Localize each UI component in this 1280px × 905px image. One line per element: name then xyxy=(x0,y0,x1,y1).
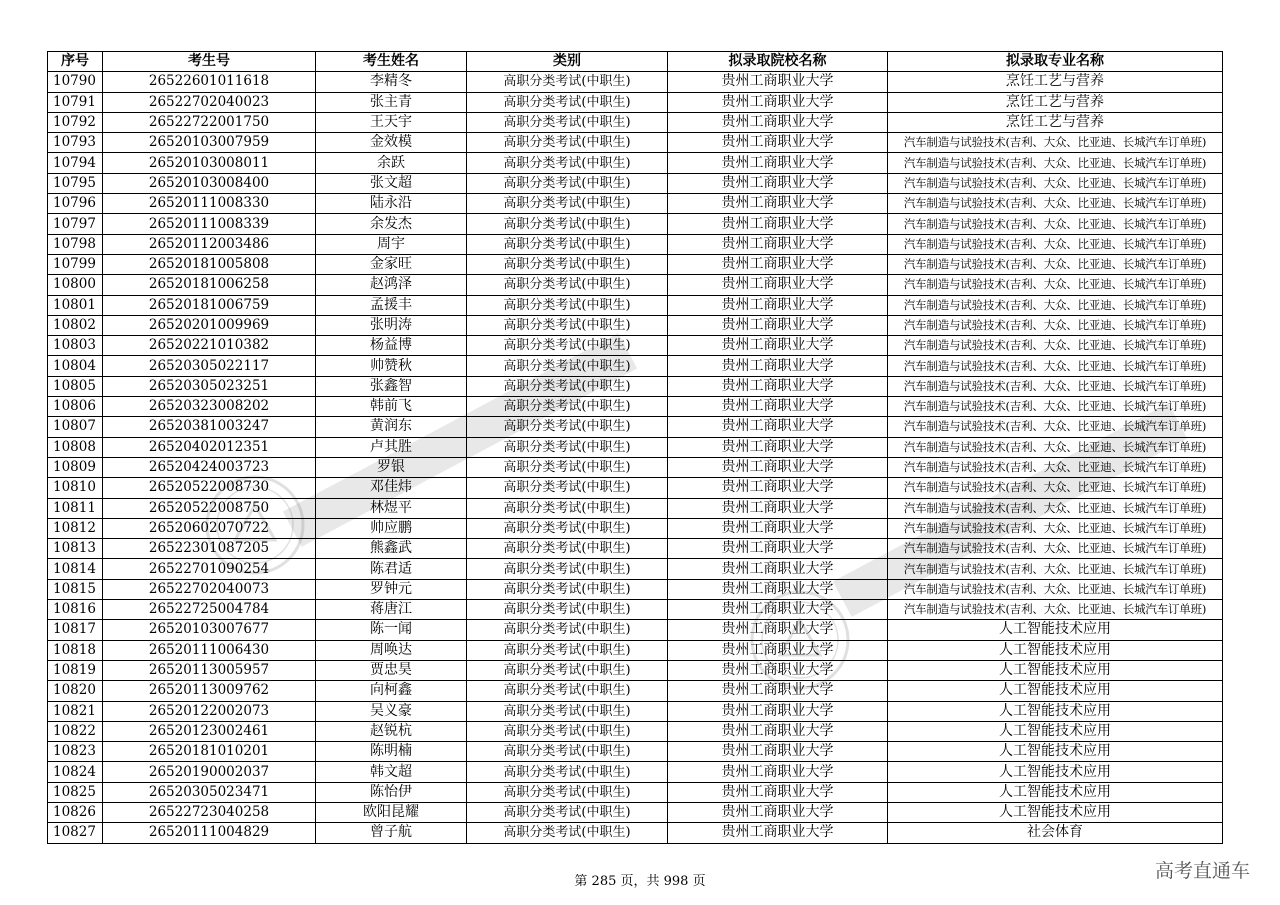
cell-name: 帅赞秋 xyxy=(316,356,467,376)
cell-school: 贵州工商职业大学 xyxy=(668,72,888,92)
cell-school: 贵州工商职业大学 xyxy=(668,498,888,518)
table-row xyxy=(48,194,1223,214)
cell-major: 人工智能技术应用 xyxy=(888,660,1223,680)
cell-seq: 10821 xyxy=(48,701,103,721)
cell-exam-id: 26520602070722 xyxy=(103,518,316,538)
cell-school: 贵州工商职业大学 xyxy=(668,721,888,741)
cell-seq: 10794 xyxy=(48,153,103,173)
cell-exam-id: 26520103008400 xyxy=(103,173,316,193)
cell-name: 王天宇 xyxy=(316,112,467,132)
cell-exam-id: 26522601011618 xyxy=(103,72,316,92)
cell-exam-id: 26520221010382 xyxy=(103,336,316,356)
table-row xyxy=(48,214,1223,234)
cell-school: 贵州工商职业大学 xyxy=(668,133,888,153)
cell-major: 汽车制造与试验技术(吉利、大众、比亚迪、长城汽车订单班) xyxy=(888,397,1223,417)
cell-category: 高职分类考试(中职生) xyxy=(467,823,668,843)
cell-exam-id: 26520305022117 xyxy=(103,356,316,376)
cell-exam-id: 26520381003247 xyxy=(103,417,316,437)
table-row xyxy=(48,518,1223,538)
cell-exam-id: 26520111004829 xyxy=(103,823,316,843)
cell-seq: 10809 xyxy=(48,457,103,477)
cell-major: 汽车制造与试验技术(吉利、大众、比亚迪、长城汽车订单班) xyxy=(888,498,1223,518)
header-school: 拟录取院校名称 xyxy=(668,52,888,72)
cell-major: 烹饪工艺与营养 xyxy=(888,72,1223,92)
cell-category: 高职分类考试(中职生) xyxy=(467,498,668,518)
cell-category: 高职分类考试(中职生) xyxy=(467,376,668,396)
cell-category: 高职分类考试(中职生) xyxy=(467,600,668,620)
cell-exam-id: 26520522008750 xyxy=(103,498,316,518)
cell-name: 张主青 xyxy=(316,92,467,112)
cell-category: 高职分类考试(中职生) xyxy=(467,802,668,822)
cell-category: 高职分类考试(中职生) xyxy=(467,234,668,254)
cell-seq: 10802 xyxy=(48,315,103,335)
cell-seq: 10825 xyxy=(48,782,103,802)
cell-category: 高职分类考试(中职生) xyxy=(467,194,668,214)
cell-exam-id: 26520522008730 xyxy=(103,478,316,498)
cell-major: 汽车制造与试验技术(吉利、大众、比亚迪、长城汽车订单班) xyxy=(888,356,1223,376)
cell-category: 高职分类考试(中职生) xyxy=(467,417,668,437)
cell-seq: 10814 xyxy=(48,559,103,579)
table-row xyxy=(48,660,1223,680)
cell-seq: 10807 xyxy=(48,417,103,437)
cell-name: 陆永沿 xyxy=(316,194,467,214)
page-footer: 第 285 页，共 998 页 xyxy=(574,874,706,889)
cell-school: 贵州工商职业大学 xyxy=(668,782,888,802)
table-row xyxy=(48,437,1223,457)
cell-seq: 10817 xyxy=(48,620,103,640)
table-row xyxy=(48,539,1223,559)
header-name: 考生姓名 xyxy=(316,52,467,72)
table-row xyxy=(48,620,1223,640)
table-row xyxy=(48,802,1223,822)
cell-exam-id: 26522722001750 xyxy=(103,112,316,132)
cell-exam-id: 26520111008339 xyxy=(103,214,316,234)
cell-major: 汽车制造与试验技术(吉利、大众、比亚迪、长城汽车订单班) xyxy=(888,173,1223,193)
cell-category: 高职分类考试(中职生) xyxy=(467,72,668,92)
cell-name: 周宇 xyxy=(316,234,467,254)
cell-category: 高职分类考试(中职生) xyxy=(467,214,668,234)
cell-name: 陈君适 xyxy=(316,559,467,579)
cell-exam-id: 26520402012351 xyxy=(103,437,316,457)
cell-category: 高职分类考试(中职生) xyxy=(467,539,668,559)
cell-seq: 10810 xyxy=(48,478,103,498)
cell-seq: 10791 xyxy=(48,92,103,112)
cell-school: 贵州工商职业大学 xyxy=(668,802,888,822)
cell-seq: 10820 xyxy=(48,681,103,701)
cell-name: 余跃 xyxy=(316,153,467,173)
cell-seq: 10805 xyxy=(48,376,103,396)
header-category: 类别 xyxy=(467,52,668,72)
cell-school: 贵州工商职业大学 xyxy=(668,559,888,579)
cell-category: 高职分类考试(中职生) xyxy=(467,782,668,802)
cell-seq: 10824 xyxy=(48,762,103,782)
cell-name: 黄润东 xyxy=(316,417,467,437)
table-row xyxy=(48,579,1223,599)
table-header-row xyxy=(48,52,1223,72)
cell-category: 高职分类考试(中职生) xyxy=(467,579,668,599)
cell-school: 贵州工商职业大学 xyxy=(668,742,888,762)
cell-category: 高职分类考试(中职生) xyxy=(467,620,668,640)
cell-school: 贵州工商职业大学 xyxy=(668,92,888,112)
cell-name: 陈一闻 xyxy=(316,620,467,640)
cell-category: 高职分类考试(中职生) xyxy=(467,356,668,376)
cell-category: 高职分类考试(中职生) xyxy=(467,660,668,680)
cell-major: 汽车制造与试验技术(吉利、大众、比亚迪、长城汽车订单班) xyxy=(888,336,1223,356)
cell-name: 卢其胜 xyxy=(316,437,467,457)
cell-name: 罗钟元 xyxy=(316,579,467,599)
table-row xyxy=(48,600,1223,620)
cell-category: 高职分类考试(中职生) xyxy=(467,721,668,741)
table-row xyxy=(48,478,1223,498)
cell-seq: 10803 xyxy=(48,336,103,356)
cell-major: 汽车制造与试验技术(吉利、大众、比亚迪、长城汽车订单班) xyxy=(888,315,1223,335)
table-row xyxy=(48,417,1223,437)
table-row xyxy=(48,336,1223,356)
cell-seq: 10790 xyxy=(48,72,103,92)
cell-school: 贵州工商职业大学 xyxy=(668,214,888,234)
cell-exam-id: 26520305023471 xyxy=(103,782,316,802)
cell-exam-id: 26520111006430 xyxy=(103,640,316,660)
cell-exam-id: 26522702040023 xyxy=(103,92,316,112)
cell-category: 高职分类考试(中职生) xyxy=(467,173,668,193)
cell-name: 张明涛 xyxy=(316,315,467,335)
table-row xyxy=(48,397,1223,417)
cell-seq: 10800 xyxy=(48,275,103,295)
cell-exam-id: 26520190002037 xyxy=(103,762,316,782)
header-major: 拟录取专业名称 xyxy=(888,52,1223,72)
cell-name: 韩文超 xyxy=(316,762,467,782)
cell-major: 烹饪工艺与营养 xyxy=(888,92,1223,112)
cell-school: 贵州工商职业大学 xyxy=(668,478,888,498)
table-row xyxy=(48,782,1223,802)
cell-seq: 10827 xyxy=(48,823,103,843)
cell-seq: 10801 xyxy=(48,295,103,315)
cell-category: 高职分类考试(中职生) xyxy=(467,640,668,660)
cell-school: 贵州工商职业大学 xyxy=(668,356,888,376)
table-row xyxy=(48,315,1223,335)
cell-school: 贵州工商职业大学 xyxy=(668,701,888,721)
cell-school: 贵州工商职业大学 xyxy=(668,234,888,254)
cell-school: 贵州工商职业大学 xyxy=(668,417,888,437)
cell-major: 汽车制造与试验技术(吉利、大众、比亚迪、长城汽车订单班) xyxy=(888,234,1223,254)
cell-name: 周唤达 xyxy=(316,640,467,660)
cell-major: 人工智能技术应用 xyxy=(888,681,1223,701)
cell-category: 高职分类考试(中职生) xyxy=(467,762,668,782)
cell-major: 社会体育 xyxy=(888,823,1223,843)
cell-category: 高职分类考试(中职生) xyxy=(467,559,668,579)
cell-category: 高职分类考试(中职生) xyxy=(467,112,668,132)
cell-category: 高职分类考试(中职生) xyxy=(467,92,668,112)
cell-major: 汽车制造与试验技术(吉利、大众、比亚迪、长城汽车订单班) xyxy=(888,518,1223,538)
cell-major: 汽车制造与试验技术(吉利、大众、比亚迪、长城汽车订单班) xyxy=(888,254,1223,274)
cell-seq: 10818 xyxy=(48,640,103,660)
cell-seq: 10815 xyxy=(48,579,103,599)
cell-major: 人工智能技术应用 xyxy=(888,701,1223,721)
cell-major: 汽车制造与试验技术(吉利、大众、比亚迪、长城汽车订单班) xyxy=(888,295,1223,315)
cell-seq: 10793 xyxy=(48,133,103,153)
table-row xyxy=(48,721,1223,741)
cell-seq: 10822 xyxy=(48,721,103,741)
cell-major: 汽车制造与试验技术(吉利、大众、比亚迪、长城汽车订单班) xyxy=(888,214,1223,234)
cell-school: 贵州工商职业大学 xyxy=(668,173,888,193)
table-row xyxy=(48,823,1223,843)
cell-major: 汽车制造与试验技术(吉利、大众、比亚迪、长城汽车订单班) xyxy=(888,539,1223,559)
table-row xyxy=(48,92,1223,112)
cell-category: 高职分类考试(中职生) xyxy=(467,437,668,457)
cell-name: 林煜平 xyxy=(316,498,467,518)
table-row xyxy=(48,295,1223,315)
cell-name: 李精冬 xyxy=(316,72,467,92)
cell-school: 贵州工商职业大学 xyxy=(668,376,888,396)
cell-name: 曾子航 xyxy=(316,823,467,843)
cell-category: 高职分类考试(中职生) xyxy=(467,336,668,356)
cell-name: 陈明楠 xyxy=(316,742,467,762)
cell-seq: 10795 xyxy=(48,173,103,193)
cell-school: 贵州工商职业大学 xyxy=(668,681,888,701)
cell-school: 贵州工商职业大学 xyxy=(668,600,888,620)
cell-exam-id: 26520323008202 xyxy=(103,397,316,417)
cell-seq: 10811 xyxy=(48,498,103,518)
cell-category: 高职分类考试(中职生) xyxy=(467,254,668,274)
cell-name: 蒋唐江 xyxy=(316,600,467,620)
cell-major: 汽车制造与试验技术(吉利、大众、比亚迪、长城汽车订单班) xyxy=(888,194,1223,214)
cell-exam-id: 26520111008330 xyxy=(103,194,316,214)
cell-name: 邓佳炜 xyxy=(316,478,467,498)
cell-major: 汽车制造与试验技术(吉利、大众、比亚迪、长城汽车订单班) xyxy=(888,600,1223,620)
cell-seq: 10798 xyxy=(48,234,103,254)
table-row xyxy=(48,173,1223,193)
cell-name: 向柯鑫 xyxy=(316,681,467,701)
cell-name: 余发杰 xyxy=(316,214,467,234)
cell-name: 贾忠昊 xyxy=(316,660,467,680)
cell-school: 贵州工商职业大学 xyxy=(668,112,888,132)
table-row xyxy=(48,559,1223,579)
cell-category: 高职分类考试(中职生) xyxy=(467,397,668,417)
cell-name: 金家旺 xyxy=(316,254,467,274)
cell-school: 贵州工商职业大学 xyxy=(668,336,888,356)
cell-major: 人工智能技术应用 xyxy=(888,802,1223,822)
cell-seq: 10812 xyxy=(48,518,103,538)
cell-major: 人工智能技术应用 xyxy=(888,762,1223,782)
cell-exam-id: 26520424003723 xyxy=(103,457,316,477)
table-row xyxy=(48,742,1223,762)
cell-category: 高职分类考试(中职生) xyxy=(467,742,668,762)
cell-name: 罗银 xyxy=(316,457,467,477)
cell-school: 贵州工商职业大学 xyxy=(668,640,888,660)
cell-category: 高职分类考试(中职生) xyxy=(467,315,668,335)
cell-school: 贵州工商职业大学 xyxy=(668,579,888,599)
cell-exam-id: 26520123002461 xyxy=(103,721,316,741)
cell-school: 贵州工商职业大学 xyxy=(668,315,888,335)
table-row xyxy=(48,701,1223,721)
cell-major: 汽车制造与试验技术(吉利、大众、比亚迪、长城汽车订单班) xyxy=(888,275,1223,295)
table-row xyxy=(48,72,1223,92)
cell-exam-id: 26520113009762 xyxy=(103,681,316,701)
cell-school: 贵州工商职业大学 xyxy=(668,275,888,295)
cell-name: 赵锐杭 xyxy=(316,721,467,741)
cell-school: 贵州工商职业大学 xyxy=(668,539,888,559)
cell-exam-id: 26520201009969 xyxy=(103,315,316,335)
cell-school: 贵州工商职业大学 xyxy=(668,295,888,315)
cell-exam-id: 26520181010201 xyxy=(103,742,316,762)
cell-major: 汽车制造与试验技术(吉利、大众、比亚迪、长城汽车订单班) xyxy=(888,437,1223,457)
cell-seq: 10819 xyxy=(48,660,103,680)
cell-category: 高职分类考试(中职生) xyxy=(467,153,668,173)
header-seq: 序号 xyxy=(48,52,103,72)
cell-seq: 10799 xyxy=(48,254,103,274)
cell-school: 贵州工商职业大学 xyxy=(668,620,888,640)
cell-seq: 10806 xyxy=(48,397,103,417)
table-row xyxy=(48,153,1223,173)
cell-name: 张文超 xyxy=(316,173,467,193)
admission-table xyxy=(47,51,1223,844)
cell-category: 高职分类考试(中职生) xyxy=(467,701,668,721)
cell-major: 人工智能技术应用 xyxy=(888,721,1223,741)
table-row xyxy=(48,376,1223,396)
table-row xyxy=(48,498,1223,518)
cell-exam-id: 26522701090254 xyxy=(103,559,316,579)
cell-school: 贵州工商职业大学 xyxy=(668,660,888,680)
cell-school: 贵州工商职业大学 xyxy=(668,518,888,538)
cell-name: 欧阳昆耀 xyxy=(316,802,467,822)
cell-school: 贵州工商职业大学 xyxy=(668,194,888,214)
cell-category: 高职分类考试(中职生) xyxy=(467,681,668,701)
cell-school: 贵州工商职业大学 xyxy=(668,397,888,417)
cell-name: 孟援丰 xyxy=(316,295,467,315)
cell-seq: 10796 xyxy=(48,194,103,214)
table-row xyxy=(48,681,1223,701)
cell-school: 贵州工商职业大学 xyxy=(668,762,888,782)
cell-exam-id: 26520181006759 xyxy=(103,295,316,315)
cell-category: 高职分类考试(中职生) xyxy=(467,295,668,315)
cell-exam-id: 26522702040073 xyxy=(103,579,316,599)
cell-exam-id: 26520113005957 xyxy=(103,660,316,680)
cell-seq: 10804 xyxy=(48,356,103,376)
table-row xyxy=(48,356,1223,376)
cell-exam-id: 26522301087205 xyxy=(103,539,316,559)
cell-seq: 10808 xyxy=(48,437,103,457)
cell-school: 贵州工商职业大学 xyxy=(668,823,888,843)
table-row xyxy=(48,640,1223,660)
cell-seq: 10823 xyxy=(48,742,103,762)
cell-name: 吴义豪 xyxy=(316,701,467,721)
cell-major: 汽车制造与试验技术(吉利、大众、比亚迪、长城汽车订单班) xyxy=(888,417,1223,437)
cell-exam-id: 26520112003486 xyxy=(103,234,316,254)
table-row xyxy=(48,234,1223,254)
cell-name: 韩前飞 xyxy=(316,397,467,417)
table-row xyxy=(48,133,1223,153)
cell-exam-id: 26520103007677 xyxy=(103,620,316,640)
cell-major: 人工智能技术应用 xyxy=(888,782,1223,802)
cell-exam-id: 26520103007959 xyxy=(103,133,316,153)
cell-major: 汽车制造与试验技术(吉利、大众、比亚迪、长城汽车订单班) xyxy=(888,153,1223,173)
cell-exam-id: 26520103008011 xyxy=(103,153,316,173)
brand-watermark-text: 高考直通车 xyxy=(1154,860,1250,882)
cell-name: 金效模 xyxy=(316,133,467,153)
cell-school: 贵州工商职业大学 xyxy=(668,437,888,457)
cell-category: 高职分类考试(中职生) xyxy=(467,457,668,477)
cell-name: 张鑫智 xyxy=(316,376,467,396)
cell-major: 烹饪工艺与营养 xyxy=(888,112,1223,132)
cell-exam-id: 26520122002073 xyxy=(103,701,316,721)
cell-major: 汽车制造与试验技术(吉利、大众、比亚迪、长城汽车订单班) xyxy=(888,133,1223,153)
table-row xyxy=(48,112,1223,132)
cell-school: 贵州工商职业大学 xyxy=(668,457,888,477)
table-row xyxy=(48,457,1223,477)
cell-seq: 10816 xyxy=(48,600,103,620)
cell-name: 熊鑫武 xyxy=(316,539,467,559)
cell-seq: 10826 xyxy=(48,802,103,822)
cell-exam-id: 26520181006258 xyxy=(103,275,316,295)
table-row xyxy=(48,762,1223,782)
header-exam-id: 考生号 xyxy=(103,52,316,72)
cell-category: 高职分类考试(中职生) xyxy=(467,478,668,498)
cell-category: 高职分类考试(中职生) xyxy=(467,518,668,538)
cell-seq: 10792 xyxy=(48,112,103,132)
cell-exam-id: 26520305023251 xyxy=(103,376,316,396)
cell-seq: 10797 xyxy=(48,214,103,234)
cell-name: 赵鸿泽 xyxy=(316,275,467,295)
cell-major: 汽车制造与试验技术(吉利、大众、比亚迪、长城汽车订单班) xyxy=(888,457,1223,477)
table-row xyxy=(48,275,1223,295)
cell-major: 汽车制造与试验技术(吉利、大众、比亚迪、长城汽车订单班) xyxy=(888,478,1223,498)
cell-category: 高职分类考试(中职生) xyxy=(467,133,668,153)
cell-name: 陈怡伊 xyxy=(316,782,467,802)
cell-school: 贵州工商职业大学 xyxy=(668,254,888,274)
cell-major: 人工智能技术应用 xyxy=(888,640,1223,660)
cell-name: 杨益博 xyxy=(316,336,467,356)
cell-exam-id: 26522725004784 xyxy=(103,600,316,620)
cell-seq: 10813 xyxy=(48,539,103,559)
cell-major: 汽车制造与试验技术(吉利、大众、比亚迪、长城汽车订单班) xyxy=(888,559,1223,579)
cell-school: 贵州工商职业大学 xyxy=(668,153,888,173)
cell-exam-id: 26520181005808 xyxy=(103,254,316,274)
cell-major: 汽车制造与试验技术(吉利、大众、比亚迪、长城汽车订单班) xyxy=(888,376,1223,396)
cell-exam-id: 26522723040258 xyxy=(103,802,316,822)
table-row xyxy=(48,254,1223,274)
cell-major: 汽车制造与试验技术(吉利、大众、比亚迪、长城汽车订单班) xyxy=(888,579,1223,599)
cell-category: 高职分类考试(中职生) xyxy=(467,275,668,295)
cell-name: 帅应鹏 xyxy=(316,518,467,538)
cell-major: 人工智能技术应用 xyxy=(888,620,1223,640)
cell-major: 人工智能技术应用 xyxy=(888,742,1223,762)
